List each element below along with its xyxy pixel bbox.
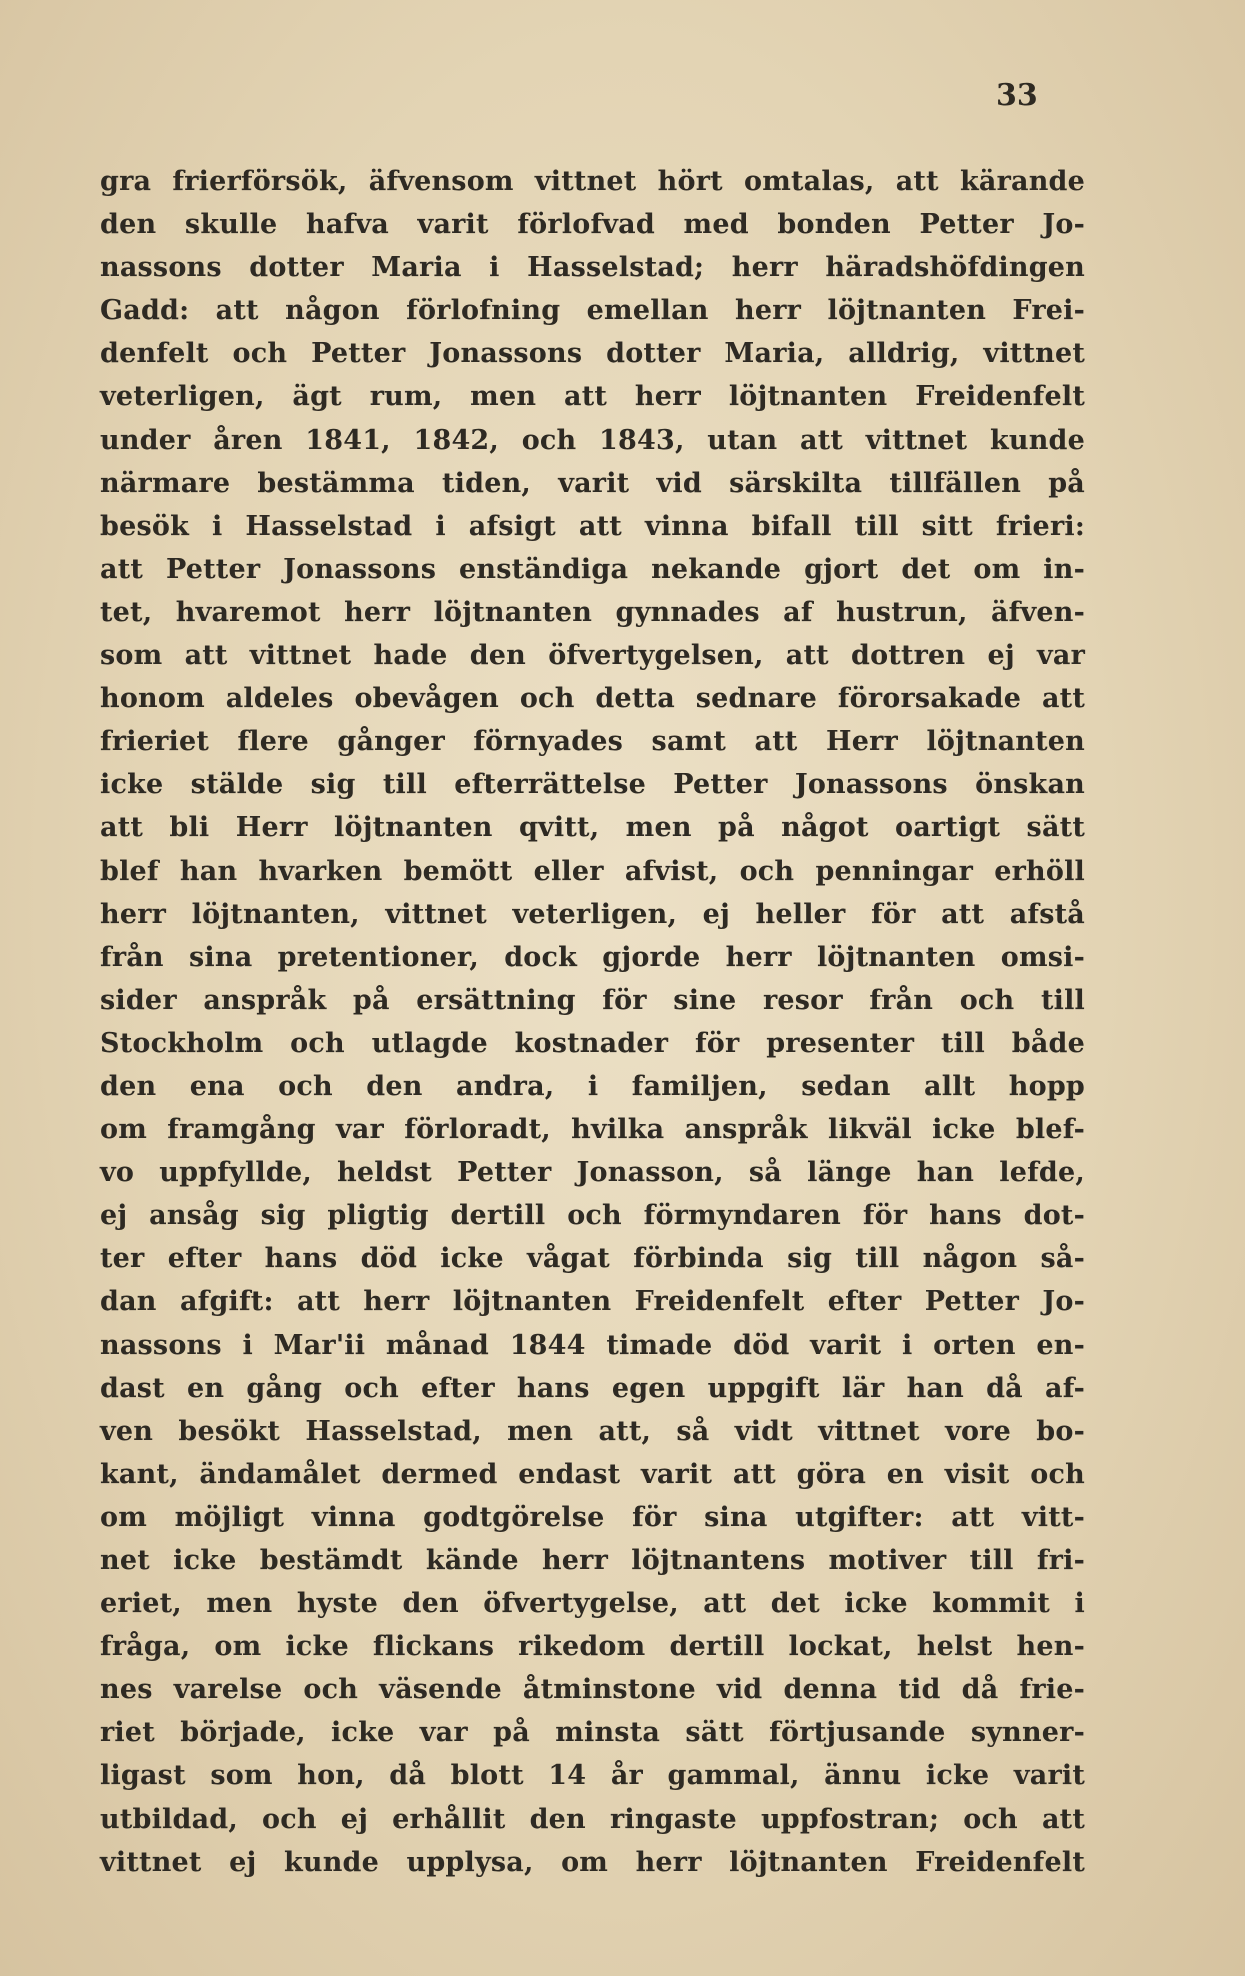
text-line: ligast som hon, då blott 14 år gammal, ännu icke varit	[100, 1760, 1085, 1792]
text-line: den ena och den andra, i familjen, sedan allt hopp	[100, 1070, 1085, 1102]
text-line: sider anspråk på ersättning för sine resor från och till	[100, 984, 1085, 1016]
text-line: besök i Hasselstad i afsigt att vinna bifall till sitt frieri:	[100, 510, 1085, 542]
text-line: icke stälde sig till efterrättelse Petter Jonassons önskan	[100, 769, 1085, 801]
text-line: den skulle hafva varit förlofvad med bonden Petter Jo-	[100, 209, 1085, 241]
text-line: frieriet flere gånger förnyades samt att Herr löjtnanten	[100, 726, 1085, 758]
text-line: blef han hvarken bemött eller afvist, och penningar erhöll	[100, 855, 1085, 887]
text-line: dan afgift: att herr löjtnanten Freidenfelt efter Petter Jo-	[100, 1286, 1085, 1318]
text-line: om framgång var förloradt, hvilka anspråk likväl icke blef-	[100, 1114, 1085, 1146]
text-line: Gadd: att någon förlofning emellan herr löjtnanten Frei-	[100, 295, 1085, 327]
body-text	[100, 160, 1085, 1884]
text-line: vittnet ej kunde upplysa, om herr löjtnanten Freidenfelt	[100, 1846, 1085, 1878]
text-line: dast en gång och efter hans egen uppgift lär han då af-	[100, 1372, 1085, 1404]
text-line: vo uppfyllde, heldst Petter Jonasson, så länge han lefde,	[100, 1157, 1085, 1189]
text-line: fråga, om icke flickans rikedom dertill lockat, helst hen-	[100, 1631, 1085, 1663]
text-line: denfelt och Petter Jonassons dotter Maria, alldrig, vittnet	[100, 338, 1085, 370]
text-line: att bli Herr löjtnanten qvitt, men på något oartigt sätt	[100, 812, 1085, 844]
text-line: gra frierförsök, äfvensom vittnet hört omtalas, att kärande	[100, 166, 1085, 197]
text-line: att Petter Jonassons enständiga nekande gjort det om in-	[100, 553, 1085, 585]
text-line: net icke bestämdt kände herr löjtnantens motiver till fri-	[100, 1545, 1085, 1576]
text-line: nassons i Mar'ii månad 1844 timade död varit i orten en-	[100, 1329, 1085, 1361]
text-line: ven besökt Hasselstad, men att, så vidt vittnet vore bo-	[100, 1415, 1085, 1447]
text-line: kant, ändamålet dermed endast varit att göra en visit och	[100, 1458, 1085, 1490]
text-line: från sina pretentioner, dock gjorde herr löjtnanten omsi-	[100, 941, 1085, 973]
text-line: nes varelse och väsende åtminstone vid denna tid då frie-	[100, 1674, 1085, 1706]
text-line: tet, hvaremot herr löjtnanten gynnades af hustrun, äfven-	[100, 596, 1085, 628]
text-line: närmare bestämma tiden, varit vid särskilta tillfällen på	[100, 467, 1085, 499]
text-line: ej ansåg sig pligtig dertill och förmyndaren för hans dot-	[100, 1200, 1085, 1232]
text-line: riet började, icke var på minsta sätt förtjusande synner-	[100, 1717, 1085, 1749]
text-line: om möjligt vinna godtgörelse för sina utgifter: att vitt-	[100, 1501, 1085, 1533]
text-line: veterligen, ägt rum, men att herr löjtnanten Freidenfelt	[100, 381, 1085, 413]
text-line: ter efter hans död icke vågat förbinda sig till någon så-	[100, 1243, 1085, 1275]
text-line: eriet, men hyste den öfvertygelse, att det icke kommit i	[100, 1588, 1085, 1620]
text-line: under åren 1841, 1842, och 1843, utan att vittnet kunde	[100, 424, 1085, 456]
text-line: nassons dotter Maria i Hasselstad; herr häradshöfdingen	[100, 252, 1085, 284]
text-line: herr löjtnanten, vittnet veterligen, ej heller för att afstå	[100, 898, 1085, 930]
text-line: Stockholm och utlagde kostnader för presenter till både	[100, 1027, 1085, 1059]
page-number: 33	[996, 78, 1038, 113]
text-line: som att vittnet hade den öfvertygelsen, att dottren ej var	[100, 640, 1085, 672]
text-line: utbildad, och ej erhållit den ringaste uppfostran; och att	[100, 1803, 1085, 1835]
text-line: honom aldeles obevågen och detta sednare förorsakade att	[100, 683, 1085, 715]
